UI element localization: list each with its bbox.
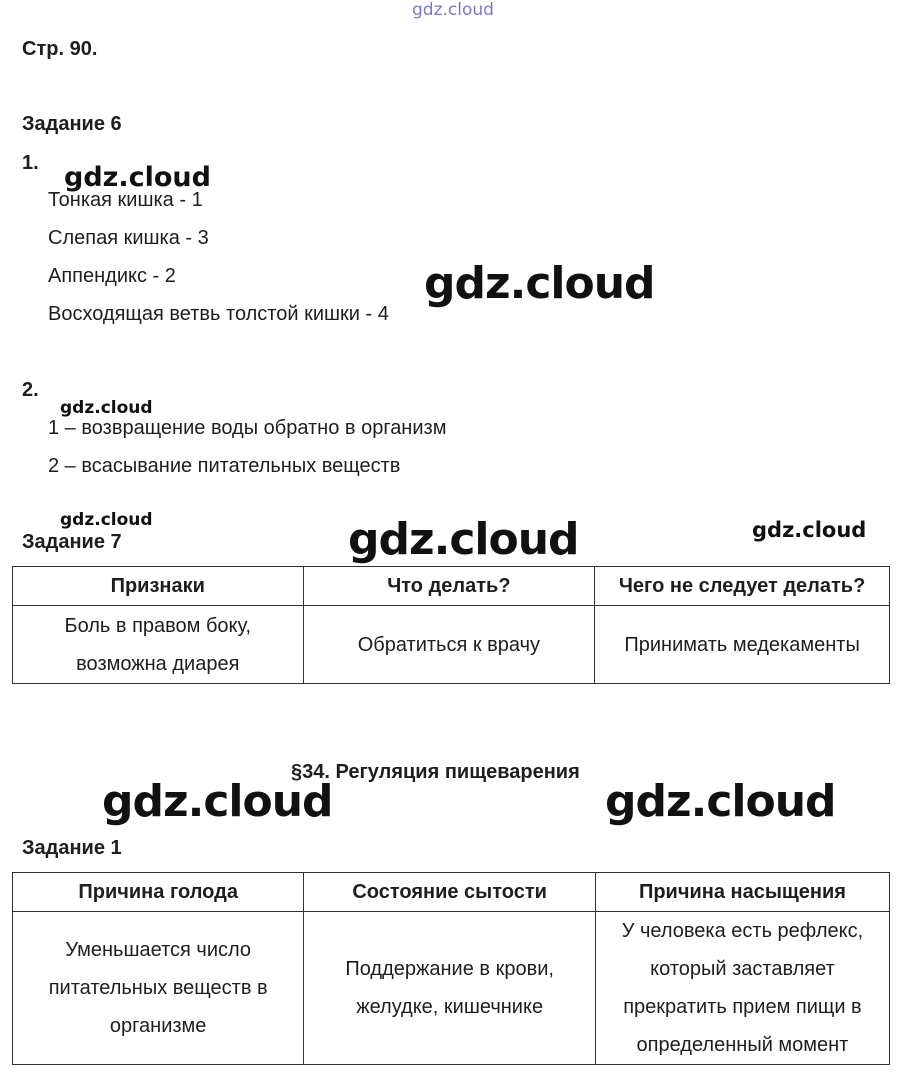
table-header-cell: Признаки bbox=[13, 567, 304, 606]
page-label: Стр. 90. bbox=[22, 38, 98, 60]
table-cell bbox=[13, 912, 304, 1065]
watermark: gdz.cloud bbox=[605, 776, 836, 827]
cell-line: возможна диарея bbox=[76, 652, 240, 675]
list-item: 2 – всасывание питательных веществ bbox=[48, 455, 401, 477]
task7-table bbox=[12, 566, 890, 684]
list-item: Аппендикс - 2 bbox=[48, 265, 176, 287]
cell-line: Обратиться к врачу bbox=[357, 633, 541, 656]
table-row bbox=[13, 912, 890, 1065]
cell-line: который заставляет bbox=[650, 958, 835, 980]
table-row bbox=[13, 606, 890, 684]
cell-line: питательных веществ в bbox=[48, 977, 268, 999]
table-cell bbox=[595, 606, 890, 684]
cell-line: Боль в правом боку, bbox=[64, 614, 252, 637]
cell-line: Принимать медекаменты bbox=[624, 633, 860, 656]
cell-line: организме bbox=[109, 1015, 207, 1037]
cell-line: определенный момент bbox=[636, 1034, 849, 1056]
table-header-cell: Причина насыщения bbox=[595, 873, 889, 912]
table-header-row bbox=[13, 873, 890, 912]
watermark: gdz.cloud bbox=[60, 510, 153, 530]
list-item: Восходящая ветвь толстой кишки - 4 bbox=[48, 303, 389, 325]
watermark: gdz.cloud bbox=[752, 518, 867, 542]
table-header-cell: Состояние сытости bbox=[304, 873, 596, 912]
list-item: Слепая кишка - 3 bbox=[48, 227, 209, 249]
table-header-cell: Чего не следует делать? bbox=[595, 567, 890, 606]
table-cell bbox=[303, 606, 595, 684]
cell-line: У человека есть рефлекс, bbox=[621, 920, 864, 942]
watermark-top: gdz.cloud bbox=[412, 0, 494, 20]
task6-heading: Задание 6 bbox=[22, 113, 122, 135]
cell-line: Поддержание в крови, bbox=[345, 958, 554, 980]
table-cell bbox=[13, 606, 304, 684]
section-title: §34. Регуляция пищеварения bbox=[291, 761, 580, 783]
cell-line: Уменьшается число bbox=[65, 939, 252, 961]
task6-part1-number: 1. bbox=[22, 152, 39, 174]
task1-heading: Задание 1 bbox=[22, 837, 122, 859]
watermark: gdz.cloud bbox=[348, 514, 579, 565]
list-item: 1 – возвращение воды обратно в организм bbox=[48, 417, 447, 439]
task1-table bbox=[12, 872, 890, 1065]
table-header-cell: Что делать? bbox=[303, 567, 595, 606]
watermark: gdz.cloud bbox=[60, 398, 153, 418]
watermark: gdz.cloud bbox=[102, 776, 333, 827]
table-cell bbox=[595, 912, 889, 1065]
list-item: Тонкая кишка - 1 bbox=[48, 189, 203, 211]
table-header-cell: Причина голода bbox=[13, 873, 304, 912]
task7-heading: Задание 7 bbox=[22, 531, 122, 553]
cell-line: прекратить прием пищи в bbox=[623, 996, 862, 1018]
watermark: gdz.cloud bbox=[424, 258, 655, 309]
watermark: gdz.cloud bbox=[64, 162, 211, 193]
table-cell bbox=[304, 912, 596, 1065]
table-header-row bbox=[13, 567, 890, 606]
cell-line: желудке, кишечнике bbox=[356, 996, 544, 1018]
task6-part2-number: 2. bbox=[22, 379, 39, 401]
